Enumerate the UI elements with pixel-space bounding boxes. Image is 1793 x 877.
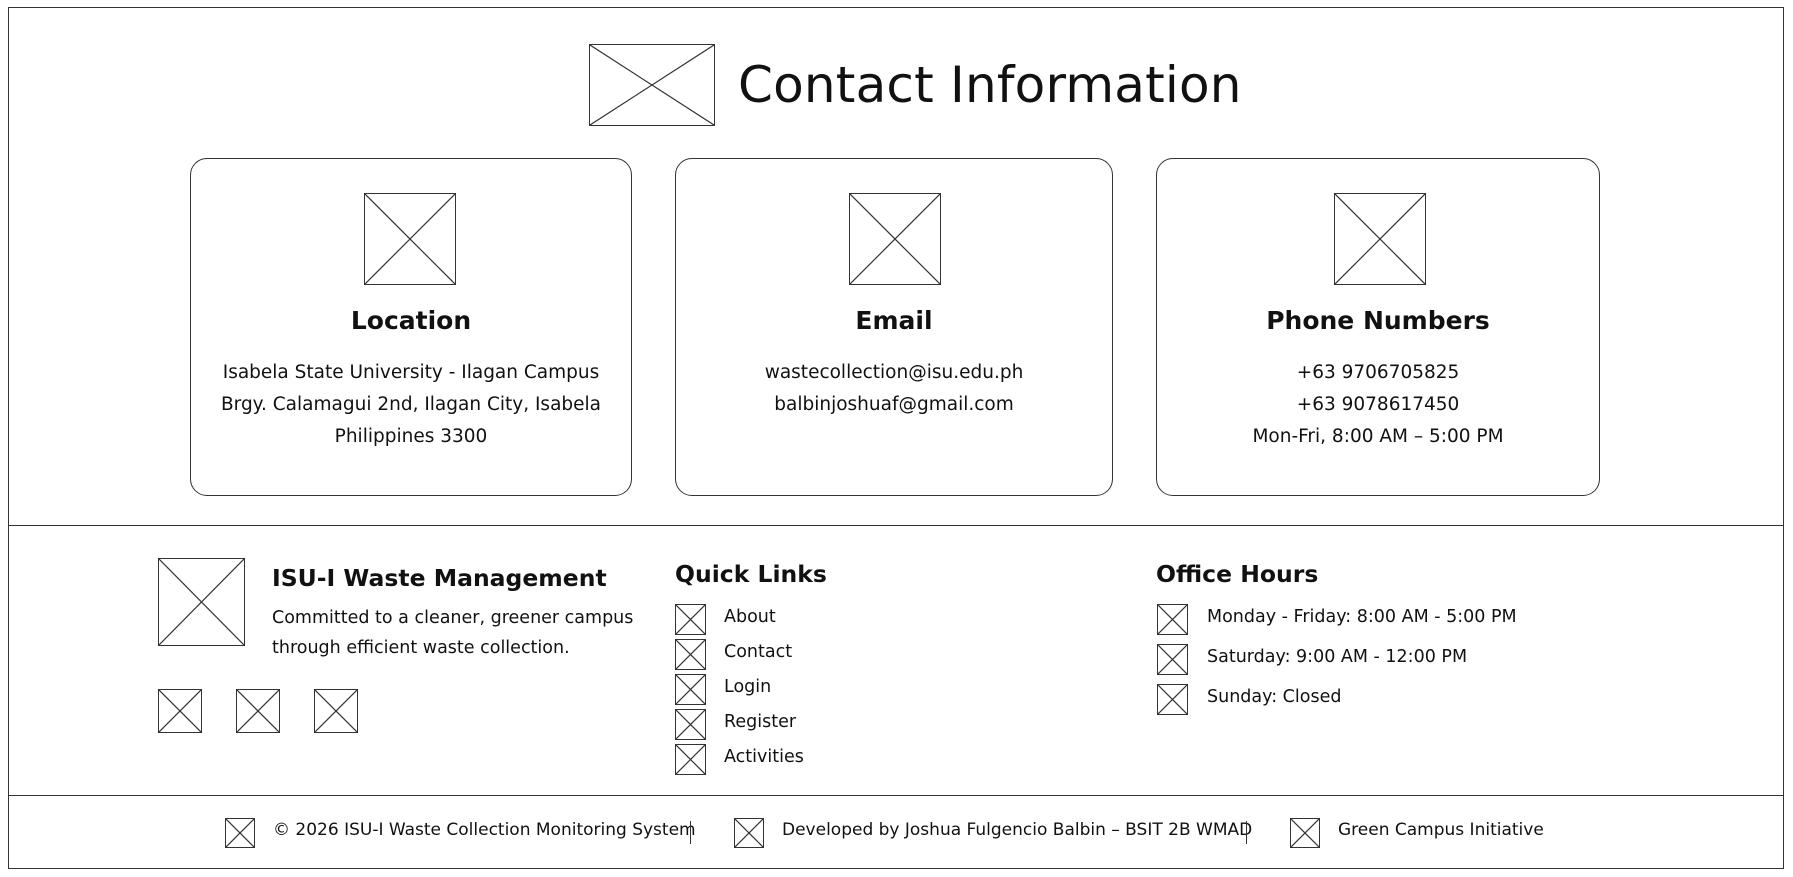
quick-link-login[interactable]: Login: [724, 677, 772, 697]
developer-credit: Developed by Joshua Fulgencio Balbin – BSIT 2B WMAD: [782, 820, 1253, 840]
leaf-icon: [1290, 818, 1320, 848]
copyright-icon: [225, 818, 255, 848]
email-link-secondary[interactable]: balbinjoshuaf@gmail.com: [774, 394, 1014, 415]
office-hours-weekdays: Monday - Friday: 8:00 AM - 5:00 PM: [1207, 607, 1517, 627]
green-campus-initiative: Green Campus Initiative: [1338, 820, 1544, 840]
office-hours-sunday: Sunday: Closed: [1207, 687, 1342, 707]
login-icon: [675, 674, 706, 705]
office-hours-saturday: Saturday: 9:00 AM - 12:00 PM: [1207, 647, 1468, 667]
contact-header-icon: [589, 44, 715, 126]
quick-link-about[interactable]: About: [724, 607, 776, 627]
about-icon: [675, 604, 706, 635]
register-icon: [675, 709, 706, 740]
bottom-separator-2: [1246, 821, 1247, 844]
bottom-bar-divider: [8, 795, 1784, 796]
facebook-icon[interactable]: [158, 689, 202, 733]
phone-hours: Mon-Fri, 8:00 AM – 5:00 PM: [1252, 426, 1504, 447]
quick-link-activities[interactable]: Activities: [724, 747, 804, 767]
quick-link-contact[interactable]: Contact: [724, 642, 793, 662]
phone-title: Phone Numbers: [1266, 306, 1490, 335]
logo-icon: [158, 558, 245, 646]
activities-icon: [675, 744, 706, 775]
phone-card: [1156, 158, 1600, 496]
phone-icon: [1334, 193, 1426, 285]
footer-brand-desc-1: Committed to a cleaner, greener campus: [272, 608, 634, 628]
location-card: [190, 158, 632, 496]
page-title: Contact Information: [738, 56, 1242, 114]
location-line-3: Philippines 3300: [334, 426, 488, 447]
location-icon: [364, 193, 456, 285]
email-icon: [849, 193, 941, 285]
location-line-2: Brgy. Calamagui 2nd, Ilagan City, Isabela: [220, 394, 602, 415]
twitter-icon[interactable]: [236, 689, 280, 733]
quick-link-register[interactable]: Register: [724, 712, 797, 732]
email-title: Email: [855, 306, 933, 335]
copyright-text: © 2026 ISU-I Waste Collection Monitoring System: [273, 820, 696, 840]
phone-number-2[interactable]: +63 9078617450: [1296, 394, 1460, 415]
footer-divider: [8, 525, 1784, 526]
location-title: Location: [350, 306, 472, 335]
footer-brand-name: ISU-I Waste Management: [272, 564, 607, 592]
location-line-1: Isabela State University - Ilagan Campus: [222, 362, 600, 383]
bottom-separator-1: [690, 821, 691, 844]
office-hours-title: Office Hours: [1156, 560, 1319, 588]
contact-icon: [675, 639, 706, 670]
code-icon: [734, 818, 764, 848]
clock-icon: [1157, 604, 1188, 635]
calendar-icon: [1157, 684, 1188, 715]
email-card: [675, 158, 1113, 496]
footer-brand-desc-2: through efficient waste collection.: [272, 638, 570, 658]
clock-icon: [1157, 644, 1188, 675]
phone-number-1[interactable]: +63 9706705825: [1296, 362, 1460, 383]
email-link-primary[interactable]: wastecollection@isu.edu.ph: [764, 362, 1024, 383]
instagram-icon[interactable]: [314, 689, 358, 733]
quick-links-title: Quick Links: [675, 560, 827, 588]
